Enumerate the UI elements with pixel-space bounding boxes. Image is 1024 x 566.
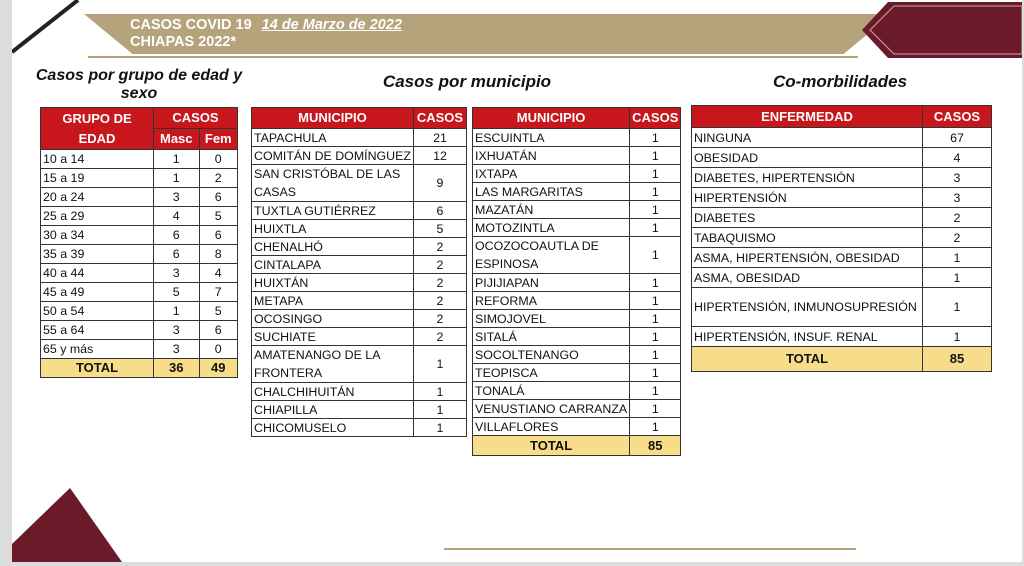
municipio-name-cell: SUCHIATE: [252, 328, 414, 346]
age-group-cell: 25 a 29: [41, 207, 154, 226]
casos-cell: 21: [413, 129, 466, 147]
municipio-total-row: [473, 436, 681, 456]
municipio-name-cell: OCOZOCOAUTLA DE ESPINOSA: [473, 237, 630, 274]
enfermedad-cell: NINGUNA: [692, 128, 923, 148]
table-row: [41, 207, 238, 226]
table-row: [252, 202, 467, 220]
enfermedad-cell: DIABETES: [692, 208, 923, 228]
comorb-table: [691, 105, 992, 372]
casos-cell: 1: [630, 400, 681, 418]
municipio-name-cell: METAPA: [252, 292, 414, 310]
casos-cell: 1: [923, 327, 992, 347]
casos-cell: 1: [630, 165, 681, 183]
casos-cell: 2: [413, 328, 466, 346]
age-group-cell: 65 y más: [41, 340, 154, 359]
casos-cell: 2: [413, 256, 466, 274]
casos-cell: 1: [630, 382, 681, 400]
table-row: [692, 208, 992, 228]
municipio-table-left: [251, 107, 467, 437]
table-row: [252, 238, 467, 256]
table-row: [252, 147, 467, 165]
municipio-left-body: [252, 129, 467, 437]
age-group-cell: 10 a 14: [41, 150, 154, 169]
table-row: [41, 150, 238, 169]
table-row: [692, 148, 992, 168]
municipio-name-cell: OCOSINGO: [252, 310, 414, 328]
table-row: [473, 346, 681, 364]
total-label: TOTAL: [692, 347, 923, 372]
municipio-name-cell: VILLAFLORES: [473, 418, 630, 436]
total-label: TOTAL: [41, 359, 154, 378]
table-row: [41, 302, 238, 321]
casos-cell: 1: [923, 268, 992, 288]
fem-cell: 0: [199, 340, 238, 359]
table-row: [473, 219, 681, 237]
age-table: [40, 107, 238, 378]
slide: [12, 0, 1022, 562]
casos-cell: 2: [413, 274, 466, 292]
table-row: [252, 401, 467, 419]
casos-cell: 6: [413, 202, 466, 220]
casos-cell: 2: [413, 310, 466, 328]
table-row: [473, 201, 681, 219]
col-header-casos: CASOS: [154, 108, 238, 129]
fem-cell: 6: [199, 226, 238, 245]
table-row: [473, 328, 681, 346]
age-group-cell: 55 a 64: [41, 321, 154, 340]
table-row: [473, 274, 681, 292]
municipio-name-cell: CHIAPILLA: [252, 401, 414, 419]
casos-cell: 5: [413, 220, 466, 238]
municipio-name-cell: ESCUINTLA: [473, 129, 630, 147]
table-row: [252, 328, 467, 346]
age-group-cell: 30 a 34: [41, 226, 154, 245]
casos-cell: 1: [630, 418, 681, 436]
table-row: [692, 128, 992, 148]
fem-cell: 4: [199, 264, 238, 283]
municipio-name-cell: MOTOZINTLA: [473, 219, 630, 237]
masc-cell: 5: [154, 283, 200, 302]
col-header-casos: CASOS: [413, 108, 466, 129]
masc-cell: 3: [154, 321, 200, 340]
age-group-cell: 20 a 24: [41, 188, 154, 207]
table-row: [473, 147, 681, 165]
age-group-cell: 15 a 19: [41, 169, 154, 188]
total-value: 85: [630, 436, 681, 456]
corner-triangle: [12, 482, 122, 562]
municipio-name-cell: SIMOJOVEL: [473, 310, 630, 328]
municipio-name-cell: MAZATÁN: [473, 201, 630, 219]
table-row: [252, 129, 467, 147]
table-row: [252, 346, 467, 383]
municipio-name-cell: CINTALAPA: [252, 256, 414, 274]
municipio-name-cell: COMITÁN DE DOMÍNGUEZ: [252, 147, 414, 165]
table-row: [252, 274, 467, 292]
total-value: 85: [923, 347, 992, 372]
table-row: [473, 400, 681, 418]
municipio-name-cell: CHICOMUSELO: [252, 419, 414, 437]
table-row: [692, 268, 992, 288]
municipio-name-cell: VENUSTIANO CARRANZA: [473, 400, 630, 418]
casos-cell: 1: [630, 328, 681, 346]
header-underline: [88, 56, 858, 58]
municipio-name-cell: AMATENANGO DE LA FRONTERA: [252, 346, 414, 383]
municipio-name-cell: SOCOLTENANGO: [473, 346, 630, 364]
table-row: [252, 292, 467, 310]
header-date: 14 de Marzo de 2022: [261, 17, 402, 33]
municipio-name-cell: CHENALHÓ: [252, 238, 414, 256]
municipio-name-cell: LAS MARGARITAS: [473, 183, 630, 201]
table-row: [692, 228, 992, 248]
fem-cell: 6: [199, 321, 238, 340]
casos-cell: 1: [923, 288, 992, 327]
table-row: [41, 340, 238, 359]
col-header-municipio: MUNICIPIO: [473, 108, 630, 129]
enfermedad-cell: HIPERTENSIÓN, INMUNOSUPRESIÓN: [692, 288, 923, 327]
table-row: [473, 129, 681, 147]
header-title-block: [130, 17, 402, 51]
age-group-cell: 50 a 54: [41, 302, 154, 321]
table-row: [252, 256, 467, 274]
table-row: [41, 188, 238, 207]
comorb-table-body: [692, 128, 992, 347]
casos-cell: 9: [413, 165, 466, 202]
age-table-body: [41, 150, 238, 359]
table-row: [692, 327, 992, 347]
table-row: [41, 264, 238, 283]
table-row: [41, 226, 238, 245]
casos-cell: 67: [923, 128, 992, 148]
municipio-name-cell: TUXTLA GUTIÉRREZ: [252, 202, 414, 220]
table-row: [473, 382, 681, 400]
enfermedad-cell: OBESIDAD: [692, 148, 923, 168]
casos-cell: 1: [413, 419, 466, 437]
masc-cell: 6: [154, 245, 200, 264]
enfermedad-cell: HIPERTENSIÓN, INSUF. RENAL: [692, 327, 923, 347]
municipio-name-cell: CHALCHIHUITÁN: [252, 383, 414, 401]
age-group-cell: 45 a 49: [41, 283, 154, 302]
table-row: [692, 288, 992, 327]
table-row: [41, 283, 238, 302]
table-row: [692, 168, 992, 188]
table-row: [252, 310, 467, 328]
casos-cell: 1: [630, 292, 681, 310]
total-masc: 36: [154, 359, 200, 378]
casos-cell: 1: [630, 219, 681, 237]
total-label: TOTAL: [473, 436, 630, 456]
enfermedad-cell: HIPERTENSIÓN: [692, 188, 923, 208]
masc-cell: 3: [154, 188, 200, 207]
casos-cell: 3: [923, 188, 992, 208]
logo-shape: [858, 0, 1022, 60]
age-section-title: Casos por grupo de edad y sexo: [35, 67, 243, 102]
masc-cell: 3: [154, 264, 200, 283]
municipio-name-cell: SAN CRISTÓBAL DE LAS CASAS: [252, 165, 414, 202]
col-header-municipio: MUNICIPIO: [252, 108, 414, 129]
municipio-name-cell: REFORMA: [473, 292, 630, 310]
municipio-section-title: Casos por municipio: [382, 72, 552, 91]
casos-cell: 1: [630, 147, 681, 165]
enfermedad-cell: ASMA, HIPERTENSIÓN, OBESIDAD: [692, 248, 923, 268]
table-row: [41, 169, 238, 188]
casos-cell: 1: [630, 201, 681, 219]
casos-cell: 1: [630, 364, 681, 382]
casos-cell: 2: [413, 292, 466, 310]
table-row: [473, 165, 681, 183]
col-header-enfermedad: ENFERMEDAD: [692, 106, 923, 128]
table-row: [473, 418, 681, 436]
table-row: [252, 220, 467, 238]
table-row: [41, 321, 238, 340]
masc-cell: 1: [154, 150, 200, 169]
enfermedad-cell: TABAQUISMO: [692, 228, 923, 248]
casos-cell: 1: [630, 310, 681, 328]
fem-cell: 2: [199, 169, 238, 188]
casos-cell: 1: [413, 383, 466, 401]
casos-cell: 1: [630, 237, 681, 274]
age-group-cell: 40 a 44: [41, 264, 154, 283]
col-header-fem: Fem: [199, 129, 238, 150]
col-header-casos: CASOS: [923, 106, 992, 128]
table-row: [692, 188, 992, 208]
table-row: [692, 248, 992, 268]
col-header-casos: CASOS: [630, 108, 681, 129]
table-row: [41, 245, 238, 264]
header-title: CASOS COVID 19: [130, 17, 252, 33]
age-group-cell: 35 a 39: [41, 245, 154, 264]
footer-line: [444, 548, 856, 550]
header-subtitle: CHIAPAS 2022*: [130, 34, 237, 50]
casos-cell: 1: [630, 129, 681, 147]
casos-cell: 1: [413, 346, 466, 383]
casos-cell: 2: [413, 238, 466, 256]
fem-cell: 0: [199, 150, 238, 169]
municipio-name-cell: TONALÁ: [473, 382, 630, 400]
table-row: [473, 292, 681, 310]
casos-cell: 1: [630, 274, 681, 292]
casos-cell: 3: [923, 168, 992, 188]
municipio-name-cell: HUIXTÁN: [252, 274, 414, 292]
casos-cell: 1: [923, 248, 992, 268]
casos-cell: 4: [923, 148, 992, 168]
casos-cell: 2: [923, 228, 992, 248]
table-row: [473, 310, 681, 328]
fem-cell: 6: [199, 188, 238, 207]
table-row: [473, 237, 681, 274]
fem-cell: 8: [199, 245, 238, 264]
table-row: [252, 383, 467, 401]
masc-cell: 6: [154, 226, 200, 245]
municipio-name-cell: IXHUATÁN: [473, 147, 630, 165]
casos-cell: 1: [413, 401, 466, 419]
municipio-name-cell: SITALÁ: [473, 328, 630, 346]
municipio-table-right: [472, 107, 681, 456]
fem-cell: 5: [199, 302, 238, 321]
casos-cell: 12: [413, 147, 466, 165]
table-row: [473, 364, 681, 382]
masc-cell: 1: [154, 169, 200, 188]
municipio-right-body: [473, 129, 681, 436]
comorb-total-row: [692, 347, 992, 372]
enfermedad-cell: ASMA, OBESIDAD: [692, 268, 923, 288]
total-fem: 49: [199, 359, 238, 378]
municipio-name-cell: TAPACHULA: [252, 129, 414, 147]
table-row: [252, 419, 467, 437]
col-header-masc: Masc: [154, 129, 200, 150]
casos-cell: 2: [923, 208, 992, 228]
masc-cell: 3: [154, 340, 200, 359]
corner-decoration: [12, 0, 82, 56]
casos-cell: 1: [630, 346, 681, 364]
municipio-name-cell: TEOPISCA: [473, 364, 630, 382]
masc-cell: 1: [154, 302, 200, 321]
table-row: [473, 183, 681, 201]
comorb-section-title: Co-morbilidades: [772, 72, 908, 91]
fem-cell: 7: [199, 283, 238, 302]
municipio-name-cell: HUIXTLA: [252, 220, 414, 238]
col-header-group: GRUPO DE EDAD: [41, 108, 154, 150]
municipio-name-cell: PIJIJIAPAN: [473, 274, 630, 292]
age-total-row: [41, 359, 238, 378]
fem-cell: 5: [199, 207, 238, 226]
municipio-name-cell: IXTAPA: [473, 165, 630, 183]
casos-cell: 1: [630, 183, 681, 201]
enfermedad-cell: DIABETES, HIPERTENSIÓN: [692, 168, 923, 188]
table-row: [252, 165, 467, 202]
masc-cell: 4: [154, 207, 200, 226]
